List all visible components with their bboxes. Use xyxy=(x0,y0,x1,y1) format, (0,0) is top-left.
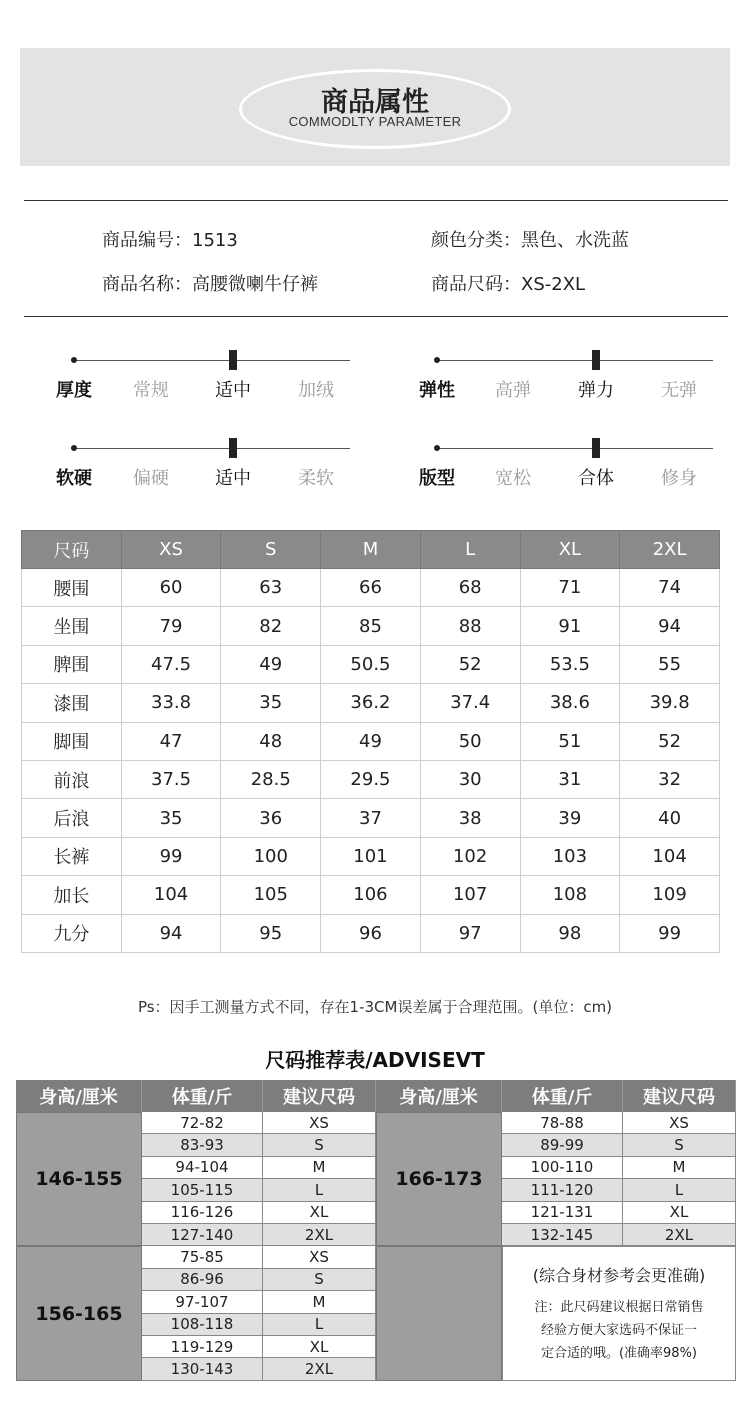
divider-top xyxy=(24,200,728,201)
advise-header-cell: 建议尺码 xyxy=(623,1080,736,1112)
advise-row xyxy=(142,1291,376,1313)
scale-option: 修身 xyxy=(661,468,697,489)
table-cell: 102 xyxy=(420,837,520,875)
scale-start-dot xyxy=(434,357,440,363)
table-cell: 74 xyxy=(620,569,720,607)
table-cell: 37.4 xyxy=(420,684,520,722)
table-cell: 漆围 xyxy=(22,684,122,722)
scale-option: 适中 xyxy=(215,468,251,489)
table-cell: 50.5 xyxy=(321,645,421,683)
table-cell: 52 xyxy=(420,645,520,683)
table-row xyxy=(22,569,720,607)
scale-option: 柔软 xyxy=(298,468,334,489)
table-cell: 97 xyxy=(420,914,520,952)
weight-cell: 97-107 xyxy=(142,1291,263,1313)
advise-row xyxy=(502,1202,736,1224)
table-cell: 脾围 xyxy=(22,645,122,683)
table-cell: 九分 xyxy=(22,914,122,952)
table-cell: 腰围 xyxy=(22,569,122,607)
advise-note-line: 经验方便大家选码不保证一 xyxy=(540,1323,697,1339)
advise-row xyxy=(142,1314,376,1336)
advise-note-box xyxy=(502,1246,736,1380)
size-cell: L xyxy=(263,1179,376,1201)
table-cell: 47.5 xyxy=(121,645,221,683)
table-cell: 96 xyxy=(321,914,421,952)
advise-row xyxy=(142,1134,376,1156)
table-cell: 82 xyxy=(221,607,321,645)
weight-cell: 89-99 xyxy=(502,1134,623,1156)
table-cell: 104 xyxy=(620,837,720,875)
table-cell: 98 xyxy=(520,914,620,952)
size-table-header-cell: S xyxy=(221,531,321,569)
table-cell: 脚围 xyxy=(22,722,122,760)
weight-cell: 86-96 xyxy=(142,1269,263,1291)
scale-label: 厚度 xyxy=(56,380,92,401)
advise-row xyxy=(142,1157,376,1179)
table-cell: 101 xyxy=(321,837,421,875)
weight-cell: 105-115 xyxy=(142,1179,263,1201)
table-cell: 长裤 xyxy=(22,837,122,875)
advise-row xyxy=(142,1246,376,1268)
table-cell: 49 xyxy=(221,645,321,683)
scale-line xyxy=(437,448,713,449)
size-cell: L xyxy=(623,1179,736,1201)
size-table xyxy=(21,530,720,953)
advise-row xyxy=(502,1134,736,1156)
height-group-cell: 166-173 xyxy=(376,1112,502,1246)
product-code: 商品编号：1513 xyxy=(102,230,238,251)
scale-start-dot xyxy=(71,445,77,451)
size-cell: XL xyxy=(623,1202,736,1224)
table-row xyxy=(22,799,720,837)
table-row xyxy=(22,684,720,722)
table-cell: 55 xyxy=(620,645,720,683)
scale-label: 版型 xyxy=(419,468,455,489)
table-cell: 39 xyxy=(520,799,620,837)
size-cell: XL xyxy=(263,1336,376,1358)
product-size-range: 商品尺码：XS-2XL xyxy=(431,274,586,295)
weight-cell: 121-131 xyxy=(502,1202,623,1224)
height-group-empty xyxy=(376,1246,502,1380)
scale-label: 软硬 xyxy=(56,468,92,489)
advise-row xyxy=(142,1336,376,1358)
weight-cell: 72-82 xyxy=(142,1112,263,1134)
table-row xyxy=(22,760,720,798)
advise-note-line: 注：此尺码建议根据日常销售 xyxy=(534,1300,704,1316)
size-cell: L xyxy=(263,1314,376,1336)
size-table-header-cell: M xyxy=(321,531,421,569)
table-cell: 后浪 xyxy=(22,799,122,837)
advise-row xyxy=(502,1179,736,1201)
table-cell: 63 xyxy=(221,569,321,607)
weight-cell: 94-104 xyxy=(142,1157,263,1179)
advise-header-cell: 体重/斤 xyxy=(502,1080,623,1112)
table-cell: 68 xyxy=(420,569,520,607)
scale-label: 弹性 xyxy=(419,380,455,401)
table-cell: 51 xyxy=(520,722,620,760)
table-row xyxy=(22,722,720,760)
weight-cell: 116-126 xyxy=(142,1202,263,1224)
table-cell: 35 xyxy=(121,799,221,837)
table-cell: 36.2 xyxy=(321,684,421,722)
table-cell: 坐围 xyxy=(22,607,122,645)
advise-row xyxy=(142,1179,376,1201)
table-cell: 100 xyxy=(221,837,321,875)
weight-cell: 127-140 xyxy=(142,1224,263,1246)
table-cell: 104 xyxy=(121,876,221,914)
product-name: 商品名称：高腰微喇牛仔裤 xyxy=(102,274,318,295)
advise-header-cell: 身高/厘米 xyxy=(16,1080,142,1112)
advise-note-title: (综合身材参考会更准确) xyxy=(532,1266,706,1286)
height-group-cell: 156-165 xyxy=(16,1246,142,1380)
weight-cell: 130-143 xyxy=(142,1358,263,1380)
table-cell: 31 xyxy=(520,760,620,798)
table-cell: 38 xyxy=(420,799,520,837)
page-title: 商品属性 xyxy=(321,87,429,118)
scale-option: 无弹 xyxy=(661,380,697,401)
advise-row xyxy=(142,1269,376,1291)
scale-start-dot xyxy=(71,357,77,363)
table-cell: 33.8 xyxy=(121,684,221,722)
advise-row xyxy=(142,1112,376,1134)
height-group-cell: 146-155 xyxy=(16,1112,142,1246)
table-row xyxy=(22,607,720,645)
table-cell: 108 xyxy=(520,876,620,914)
table-cell: 53.5 xyxy=(520,645,620,683)
weight-cell: 83-93 xyxy=(142,1134,263,1156)
advise-row xyxy=(142,1358,376,1380)
scale-option: 适中 xyxy=(215,380,251,401)
size-cell: M xyxy=(263,1157,376,1179)
scale-line xyxy=(437,360,713,361)
scale-option: 高弹 xyxy=(495,380,531,401)
scale-marker xyxy=(592,350,600,370)
table-cell: 36 xyxy=(221,799,321,837)
table-cell: 91 xyxy=(520,607,620,645)
size-cell: XL xyxy=(263,1202,376,1224)
advise-header-cell: 建议尺码 xyxy=(263,1080,376,1112)
table-cell: 99 xyxy=(121,837,221,875)
scale-line xyxy=(74,360,350,361)
advise-header-cell: 体重/斤 xyxy=(142,1080,263,1112)
table-row xyxy=(22,876,720,914)
weight-cell: 111-120 xyxy=(502,1179,623,1201)
advise-row xyxy=(142,1202,376,1224)
table-cell: 50 xyxy=(420,722,520,760)
product-color: 颜色分类：黑色、水洗蓝 xyxy=(431,230,629,251)
table-row xyxy=(22,645,720,683)
size-cell: M xyxy=(263,1291,376,1313)
size-table-header xyxy=(22,531,720,569)
table-row xyxy=(22,837,720,875)
size-cell: 2XL xyxy=(623,1224,736,1246)
table-cell: 48 xyxy=(221,722,321,760)
advise-header-cell: 身高/厘米 xyxy=(376,1080,502,1112)
table-cell: 37.5 xyxy=(121,760,221,798)
page-subtitle: COMMODLTY PARAMETER xyxy=(288,114,462,129)
table-cell: 94 xyxy=(620,607,720,645)
scale-marker xyxy=(592,438,600,458)
advise-title: 尺码推荐表/ADVISEVT xyxy=(265,1048,485,1072)
weight-cell: 75-85 xyxy=(142,1246,263,1268)
table-cell: 38.6 xyxy=(520,684,620,722)
table-cell: 47 xyxy=(121,722,221,760)
table-cell: 52 xyxy=(620,722,720,760)
scale-option: 偏硬 xyxy=(133,468,169,489)
size-cell: 2XL xyxy=(263,1358,376,1380)
measurement-note: Ps：因手工测量方式不同，存在1-3CM误差属于合理范围。(单位：cm) xyxy=(137,998,613,1016)
size-table-header-cell: XL xyxy=(520,531,620,569)
table-cell: 37 xyxy=(321,799,421,837)
size-table-header-cell: 尺码 xyxy=(22,531,122,569)
advise-row xyxy=(502,1157,736,1179)
size-cell: XS xyxy=(623,1112,736,1134)
table-cell: 95 xyxy=(221,914,321,952)
size-cell: S xyxy=(263,1134,376,1156)
table-cell: 79 xyxy=(121,607,221,645)
advise-table xyxy=(16,1080,736,1381)
table-cell: 29.5 xyxy=(321,760,421,798)
weight-cell: 78-88 xyxy=(502,1112,623,1134)
table-cell: 30 xyxy=(420,760,520,798)
advise-row xyxy=(142,1224,376,1246)
scale-option: 弹力 xyxy=(578,380,614,401)
table-cell: 35 xyxy=(221,684,321,722)
scale-option: 宽松 xyxy=(495,468,531,489)
table-cell: 105 xyxy=(221,876,321,914)
advise-row xyxy=(502,1112,736,1134)
size-table-header-cell: XS xyxy=(121,531,221,569)
table-cell: 109 xyxy=(620,876,720,914)
size-table-header-cell: L xyxy=(420,531,520,569)
size-cell: M xyxy=(623,1157,736,1179)
size-cell: XS xyxy=(263,1246,376,1268)
scale-option: 合体 xyxy=(578,468,614,489)
scale-option: 加绒 xyxy=(298,380,334,401)
table-cell: 103 xyxy=(520,837,620,875)
divider-bottom xyxy=(24,316,728,317)
table-cell: 99 xyxy=(620,914,720,952)
table-cell: 66 xyxy=(321,569,421,607)
table-cell: 加长 xyxy=(22,876,122,914)
table-row xyxy=(22,914,720,952)
table-cell: 39.8 xyxy=(620,684,720,722)
size-cell: XS xyxy=(263,1112,376,1134)
table-cell: 前浪 xyxy=(22,760,122,798)
table-cell: 107 xyxy=(420,876,520,914)
weight-cell: 119-129 xyxy=(142,1336,263,1358)
table-cell: 28.5 xyxy=(221,760,321,798)
scale-line xyxy=(74,448,350,449)
table-cell: 88 xyxy=(420,607,520,645)
table-cell: 106 xyxy=(321,876,421,914)
table-cell: 71 xyxy=(520,569,620,607)
table-cell: 40 xyxy=(620,799,720,837)
scale-start-dot xyxy=(434,445,440,451)
table-cell: 49 xyxy=(321,722,421,760)
table-cell: 60 xyxy=(121,569,221,607)
advise-note-line: 定合适的哦。(准确率98%) xyxy=(540,1346,698,1362)
table-cell: 32 xyxy=(620,760,720,798)
size-cell: S xyxy=(263,1269,376,1291)
size-cell: 2XL xyxy=(263,1224,376,1246)
weight-cell: 100-110 xyxy=(502,1157,623,1179)
table-cell: 85 xyxy=(321,607,421,645)
size-table-header-cell: 2XL xyxy=(620,531,720,569)
scale-marker xyxy=(229,350,237,370)
size-cell: S xyxy=(623,1134,736,1156)
advise-row xyxy=(502,1224,736,1246)
scale-option: 常规 xyxy=(133,380,169,401)
scale-marker xyxy=(229,438,237,458)
weight-cell: 132-145 xyxy=(502,1224,623,1246)
table-cell: 94 xyxy=(121,914,221,952)
weight-cell: 108-118 xyxy=(142,1314,263,1336)
